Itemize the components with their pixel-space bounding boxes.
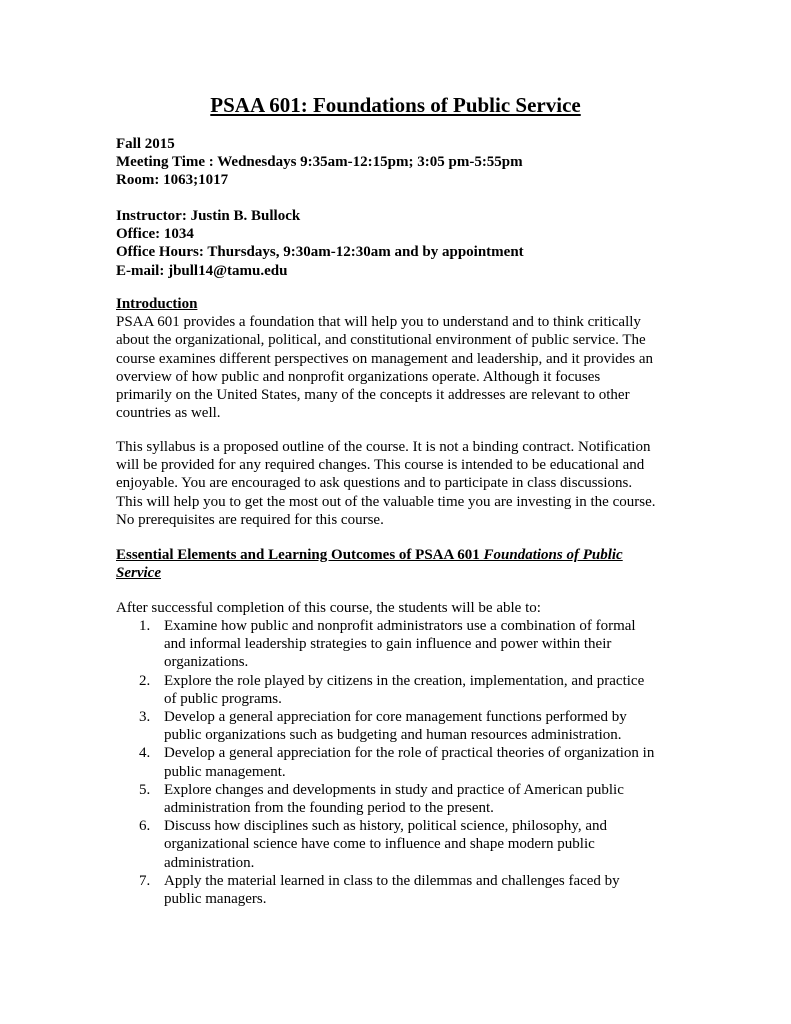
list-item-number: 7. (139, 872, 151, 889)
list-item-text: Explore changes and developments in study and practice of American public (164, 781, 624, 798)
list-item-text: and informal leadership strategies to gain influence and power within their (164, 636, 612, 653)
list-item (116, 672, 696, 708)
list-item (116, 744, 696, 780)
list-item-text: Examine how public and nonprofit administrators use a combination of formal (164, 618, 636, 634)
outcomes-heading (116, 546, 682, 582)
instructor-text: Instructor: Justin B. Bullock (116, 208, 301, 224)
list-item-text: Explore the role played by citizens in the creation, implementation, and practice (164, 672, 645, 689)
office-text: Office: 1034 (116, 226, 194, 243)
list-item-number: 2. (139, 672, 151, 689)
paragraph-line: primarily on the United States, many of the concepts it addresses are relevant to other (116, 387, 630, 404)
paragraph-line: course examines different perspectives on management and leadership, and it provides an (116, 350, 654, 367)
introduction-paragraph-2 (116, 438, 682, 529)
paragraph-line: about the organizational, political, and constitutional environment of public service. The (116, 332, 646, 349)
list-item (116, 781, 696, 817)
course-info (116, 135, 682, 190)
paragraph-line: enjoyable. You are encouraged to ask questions and to participate in class discussions. (116, 475, 633, 492)
paragraph-line: PSAA 601 provides a foundation that will help you to understand and to think critically (116, 314, 641, 331)
room-text: Room: 1063;1017 (116, 172, 229, 189)
meeting-time-text: Meeting Time : Wednesdays 9:35am-12:15pm; 3:05 pm-5:55pm (116, 154, 523, 171)
introduction-heading: Introduction (116, 296, 198, 312)
outcomes-heading-text: Essential Elements and Learning Outcomes of PSAA 601 (116, 547, 484, 563)
list-item-text: Apply the material learned in class to the dilemmas and challenges faced by (164, 872, 620, 889)
list-item-number: 4. (139, 745, 151, 762)
outcomes-heading-italic: Foundations of Public (483, 547, 623, 563)
paragraph-line: overview of how public and nonprofit organizations operate. Although it focuses (116, 368, 601, 385)
term-text: Fall 2015 (116, 136, 175, 152)
list-item-text: of public programs. (164, 690, 282, 707)
paragraph-line: will be provided for any required changes. This course is intended to be educational and (116, 457, 645, 474)
paragraph-line: This syllabus is a proposed outline of the course. It is not a binding contract. Notification (116, 439, 651, 455)
list-item-number: 6. (139, 818, 151, 835)
list-item-text: Discuss how disciplines such as history, political science, philosophy, and (164, 818, 607, 835)
list-item-text: public managers. (164, 891, 267, 908)
email-text: E-mail: jbull14@tamu.edu (116, 262, 288, 279)
list-item-number: 5. (139, 781, 151, 798)
page-title: PSAA 601: Foundations of Public Service (210, 93, 581, 117)
outcomes-intro: After successful completion of this course, the students will be able to: (116, 600, 541, 616)
paragraph-line: This will help you to get the most out of the valuable time you are investing in the course. (116, 493, 656, 510)
list-item-text: administration from the founding period to the present. (164, 800, 494, 817)
list-item-text: Develop a general appreciation for the role of practical theories of organization in (164, 745, 655, 762)
list-item-text: public organizations such as budgeting and human resources administration. (164, 727, 622, 744)
instructor-info (116, 207, 682, 280)
list-item-text: public management. (164, 763, 286, 780)
outcomes-list (116, 617, 696, 908)
list-item-text: organizational science have come to influence and shape modern public (164, 836, 595, 853)
list-item (116, 817, 696, 872)
introduction-paragraph-1 (116, 313, 682, 422)
list-item (116, 872, 696, 908)
outcomes-heading-italic-2: Service (116, 565, 161, 582)
paragraph-line: No prerequisites are required for this course. (116, 511, 384, 528)
office-hours-text: Office Hours: Thursdays, 9:30am-12:30am and by appointment (116, 244, 524, 261)
introduction-section (116, 295, 682, 422)
list-item-text: Develop a general appreciation for core management functions performed by (164, 709, 627, 726)
list-item-text: administration. (164, 854, 255, 871)
paragraph-line: countries as well. (116, 405, 221, 422)
list-item (116, 708, 696, 744)
list-item-number: 3. (139, 709, 151, 726)
list-item-text: organizations. (164, 654, 249, 671)
list-item-number: 1. (139, 618, 151, 634)
list-item (116, 617, 696, 672)
